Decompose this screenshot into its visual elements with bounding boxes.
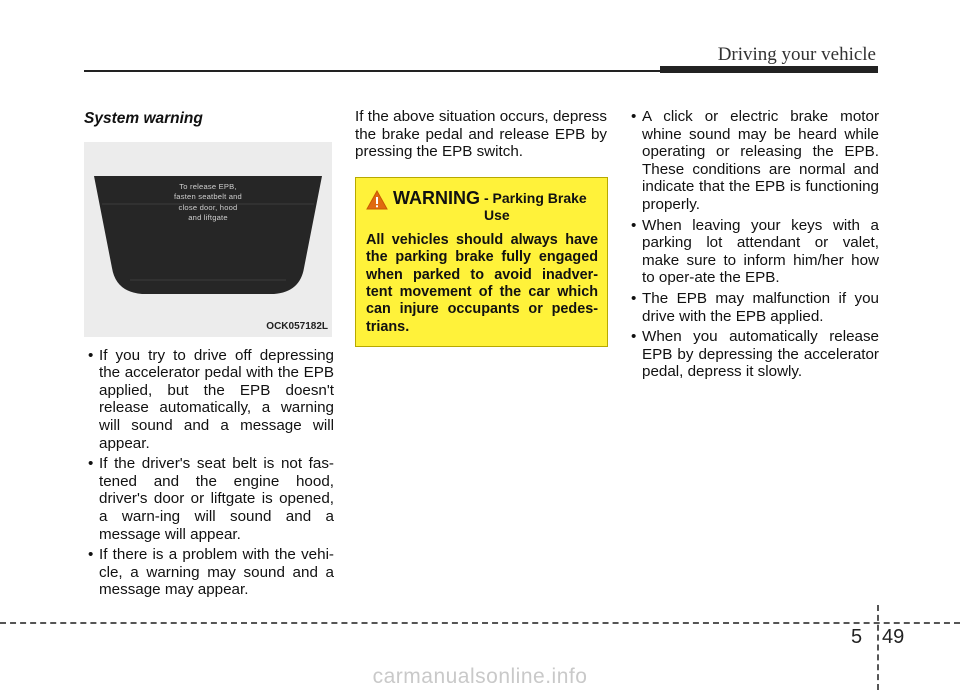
column-left bbox=[84, 108, 334, 602]
warning-body: All vehicles should always have the parking brake fully engaged when parked to avoid inadver-tent movement of the car which can injure occupants or pedes-trians. bbox=[366, 231, 598, 335]
cluster-message-line: To release EPB, bbox=[179, 181, 237, 191]
cluster-message-line: fasten seatbelt and bbox=[174, 192, 242, 202]
footer-rule bbox=[0, 622, 960, 624]
section-title: System warning bbox=[84, 110, 203, 127]
bullet-item: • A click or electric brake motor whine sound may be heard while operating or releasing the EPB. These conditions are normal and indicate that the EPB is functioning properly. bbox=[627, 108, 879, 214]
warning-header bbox=[366, 188, 598, 224]
cluster-figure bbox=[84, 142, 332, 337]
bullet-list-right bbox=[627, 108, 879, 381]
cluster-message-line: and liftgate bbox=[188, 213, 228, 223]
cluster-message-line: close door, hood bbox=[178, 202, 238, 212]
warning-label: WARNING bbox=[393, 187, 480, 208]
bullet-item: • The EPB may malfunction if you drive with the EPB applied. bbox=[627, 290, 879, 325]
bullet-item: • When leaving your keys with a parking lot attendant or valet, make sure to inform him/her how to oper-ate the EPB. bbox=[627, 217, 879, 287]
warning-triangle-icon bbox=[366, 190, 388, 210]
header-bar bbox=[660, 66, 878, 73]
header-title: Driving your vehicle bbox=[717, 44, 876, 65]
figure-code: OCK057182L bbox=[266, 321, 328, 332]
cluster-message bbox=[94, 182, 322, 224]
bullet-item: • When you automatically release EPB by depressing the accelerator pedal, depress it slowly. bbox=[627, 328, 879, 381]
bullet-item: • If there is a problem with the vehi-cle, a warning may sound and a message may appear. bbox=[84, 546, 334, 599]
intro-paragraph: If the above situation occurs, depress the brake pedal and release EPB by pressing the EPB switch. bbox=[355, 108, 607, 161]
warning-subtitle: - Parking Brake Use bbox=[484, 189, 587, 223]
bullet-item: • If you try to drive off depressing the accelerator pedal with the EPB applied, but the EPB doesn't release automatically, a warning will sound and a message will appear. bbox=[84, 347, 334, 453]
bullet-item: • If the driver's seat belt is not fas-tened and the engine hood, driver's door or liftgate is opened, a warn-ing will sound and a message will appear. bbox=[84, 455, 334, 543]
chapter-number: 5 bbox=[851, 626, 863, 648]
column-middle bbox=[355, 108, 607, 347]
page-number: 49 bbox=[882, 626, 905, 648]
watermark: carmanualsonline.info bbox=[372, 665, 588, 688]
bullet-list-left bbox=[84, 347, 334, 599]
warning-box bbox=[355, 177, 608, 347]
column-right bbox=[627, 108, 879, 384]
header-rule bbox=[84, 70, 662, 72]
